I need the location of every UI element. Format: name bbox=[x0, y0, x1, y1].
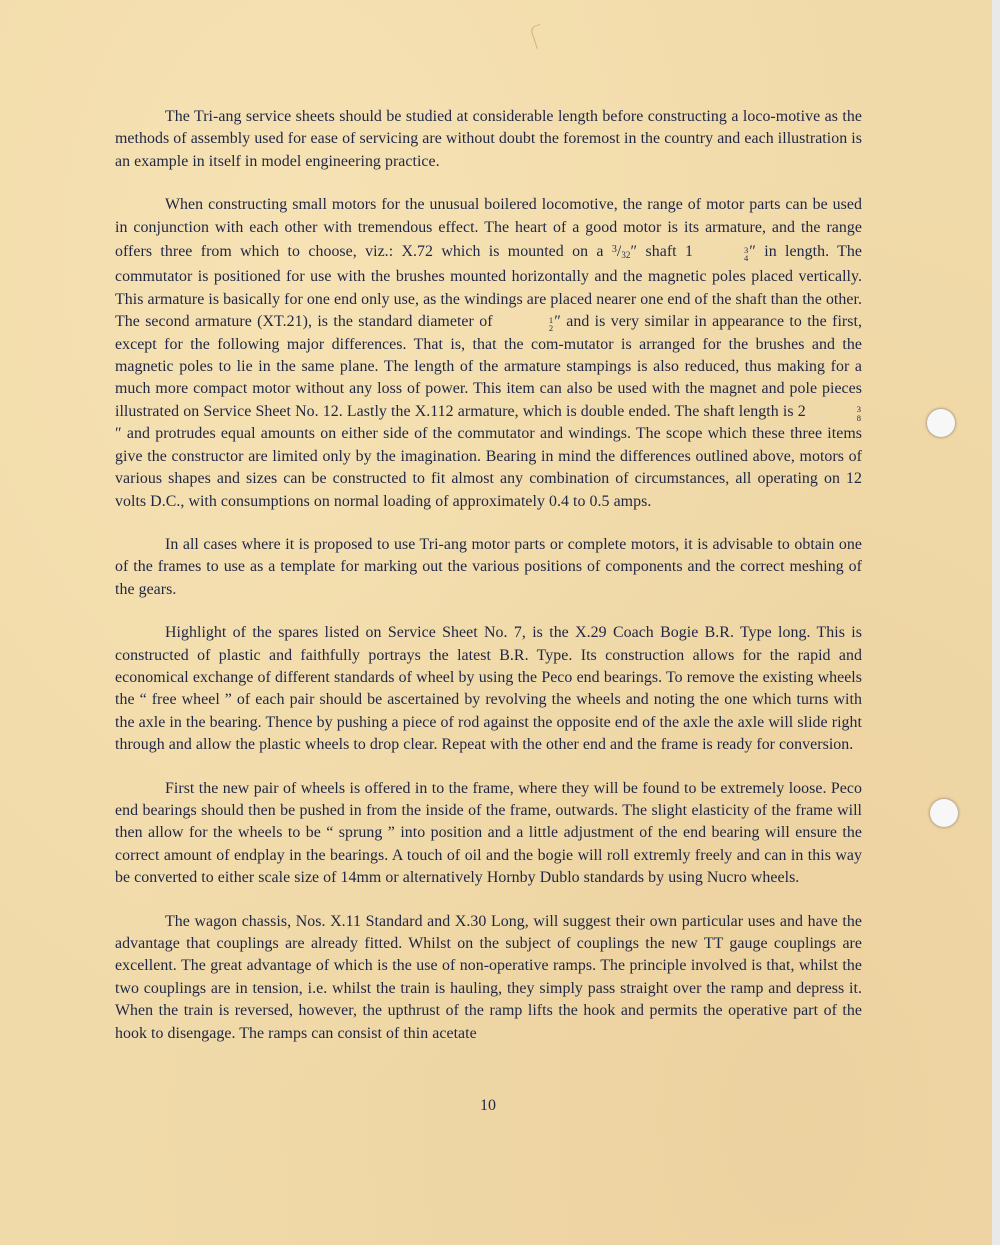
paragraph-frames: In all cases where it is proposed to use Tri-ang motor parts or complete motors, it is advisable to obtain one of the frames to use as a template for marking out the various positions of components and the correct meshing of the gears. bbox=[115, 535, 862, 598]
text-run: ″ in length. The commutator is positioned for use with the brushes mounted horizontally and the magnetic poles placed vertically. This armature is basically for one end only use, as the windings are placed nearer one end of the shaft than the other. The second armature (XT.21), is the standard diameter of bbox=[115, 243, 862, 331]
paragraph-wheels: First the new pair of wheels is offered in to the frame, where they will be found to be extremely loose. Peco end bearings should then be pushed in from the inside of the frame, outwards. The slight elasticity of the frame will then allow for the wheels to be “ sprung ” into position and a little adjustment of the end bearing will ensure the correct amount of endplay in the bearings. A touch of oil and the bogie will roll extremly freely and can in this way be converted to either scale size of 14mm or alternatively Hornby Dublo standards by using Nucro wheels. bbox=[115, 779, 862, 887]
paragraph-coach-bogie: Highlight of the spares listed on Service Sheet No. 7, is the X.29 Coach Bogie B.R. Type long. This is constructed of plastic and faithfully portrays the latest B.R. Type. Its construction allows for the rapid and economical exchange of different standards of wheel by using the Peco end bearings. To remove the existing wheels the “ free wheel ” of each pair should be ascertained by revolving the wheels and noting the one which turns with the axle in the bearing. Thence by pushing a piece of rod against the opposite end of the axle the axle will slide right through and allow the plastic wheels to drop clear. Repeat with the other end and the frame is ready for conversion. bbox=[115, 624, 862, 754]
text-run: ″ and protrudes equal amounts on either side of the commutator and windings. The scope which these three items give the constructor are limited only by the imagination. Bearing in mind the differences outlined above, motors of various shapes and sizes can be constructed to fit almost any combination of circumstances, all operating on 12 volts D.C., with consumptions on normal loading of approximately 0.4 to 0.5 amps. bbox=[115, 425, 862, 510]
text-run: ″ shaft 1 bbox=[630, 243, 693, 261]
fraction-denominator: 4 bbox=[743, 253, 749, 264]
page-number-text: 10 bbox=[480, 1097, 496, 1114]
fraction-slash: / bbox=[616, 243, 622, 261]
fraction-numerator: 3 bbox=[743, 244, 749, 255]
paper-stain bbox=[530, 24, 548, 49]
paragraph-wagon-chassis: The wagon chassis, Nos. X.11 Standard and X.30 Long, will suggest their own particular uses and have the advantage that couplings are already fitted. Whilst on the subject of couplings the new TT gauge couplings are excellent. The great advantage of which is the use of non-operative ramps. The principle involved is that, whilst the two couplings are in tension, i.e. whilst the train is hauling, they simply pass straight over the ramp and depress it. When the train is reversed, however, the upthrust of the ramp lifts the hook and permits the operative part of the hook to disengage. The ramps can consist of thin acetate bbox=[115, 912, 862, 1042]
fraction bbox=[499, 316, 553, 333]
fraction-denominator: 32 bbox=[621, 250, 631, 261]
fraction-numerator: 3 bbox=[611, 244, 617, 256]
body-text bbox=[115, 106, 862, 1045]
fraction-denominator: 2 bbox=[548, 323, 554, 334]
paragraph-intro: The Tri-ang service sheets should be studied at considerable length before constructing a loco-motive as the methods of assembly used for ease of servicing are without doubt the foremost in the country and each illustration is an example in itself in model engineering practice. bbox=[115, 108, 862, 170]
text-run: When constructing small motors for the unusual boilered locomotive, the range of motor parts can be used in conjunction with each other with tremendous effect. The heart of a good motor is its armature, and the range offers three from which to choose, viz.: X.72 which is mounted on a bbox=[115, 196, 862, 261]
fraction-numerator: 1 bbox=[548, 314, 554, 325]
text-run: ″ and is very similar in appearance to the first, except for the following major differences. That is, that the com-mutator is arranged for the brushes and the magnetic poles to lie in the same plane. The length of the armature stampings is also reduced, thus making for a much more compact motor without any loss of power. This item can also be used with the magnet and pole pieces illustrated on Service Sheet No. 12. Lastly the X.112 armature, which is double ended. The shaft length is 2 bbox=[115, 313, 862, 420]
fraction bbox=[694, 246, 748, 263]
fraction bbox=[807, 405, 861, 422]
page-number bbox=[0, 1097, 992, 1115]
fraction-denominator: 8 bbox=[856, 412, 861, 423]
punch-hole bbox=[926, 408, 956, 438]
fraction-numerator: 3 bbox=[856, 404, 861, 415]
paragraph-motors bbox=[115, 194, 862, 513]
punch-hole bbox=[929, 798, 959, 828]
